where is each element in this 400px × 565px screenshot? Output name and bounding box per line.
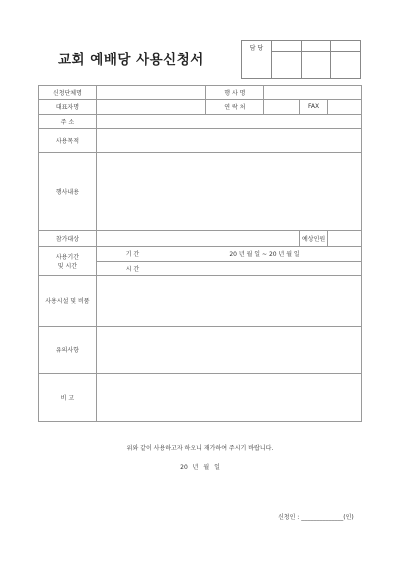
period-label-line2: 및 시간 [57, 263, 78, 271]
expected-count-field[interactable] [328, 231, 362, 247]
participants-field[interactable] [96, 231, 299, 247]
application-form-table [38, 85, 362, 422]
seal-mark: (인) [343, 514, 354, 521]
address-field[interactable] [96, 114, 361, 128]
remarks-field[interactable] [96, 373, 361, 421]
notes-label: 유의사항 [39, 326, 97, 373]
time-field[interactable] [168, 261, 361, 275]
approval-sign-cell[interactable] [271, 52, 301, 79]
applicant-group-label: 신청단체명 [39, 86, 97, 100]
time-sublabel: 시 간 [96, 261, 168, 275]
facilities-label: 사용시설 및 비품 [39, 275, 97, 326]
date-text: 20 년 월 일 [180, 464, 220, 471]
signer-label: 신청인 : [278, 514, 300, 521]
address-label: 주 소 [39, 114, 97, 128]
facilities-field[interactable] [96, 275, 361, 326]
request-text: 위와 같이 사용하고자 하오니 재가하여 주시기 바랍니다. [126, 445, 274, 452]
event-content-field[interactable] [96, 153, 361, 231]
approval-label: 담 당 [242, 41, 272, 79]
approval-cell [301, 41, 331, 52]
representative-field[interactable] [96, 100, 206, 114]
approval-box [241, 40, 361, 79]
representative-label: 대표자명 [39, 100, 97, 114]
purpose-field[interactable] [96, 128, 361, 153]
expected-count-label: 예상인원 [300, 231, 328, 247]
event-name-label: 행 사 명 [206, 86, 264, 100]
event-content-label: 행사내용 [39, 153, 97, 231]
signer-line[interactable]: ______________ [301, 514, 344, 521]
period-label [39, 247, 97, 276]
period-value[interactable]: 20 년 월 일 ~ 20 년 월 일 [168, 247, 361, 261]
participants-label: 참가대상 [39, 231, 97, 247]
form-title: 교회 예배당 사용신청서 [58, 52, 204, 68]
fax-label: FAX [300, 100, 328, 114]
purpose-label: 사용목적 [39, 128, 97, 153]
contact-field[interactable] [264, 100, 300, 114]
period-sublabel: 기 간 [96, 247, 168, 261]
approval-cell [271, 41, 301, 52]
approval-cell [331, 41, 361, 52]
fax-field[interactable] [328, 100, 362, 114]
period-label-line1: 사용기간 [55, 254, 79, 262]
approval-sign-cell[interactable] [301, 52, 331, 79]
notes-field[interactable] [96, 326, 361, 373]
approval-sign-cell[interactable] [331, 52, 361, 79]
event-name-field[interactable] [264, 86, 362, 100]
signer-block [278, 512, 354, 521]
contact-label: 연 락 처 [206, 100, 264, 114]
remarks-label: 비 고 [39, 373, 97, 421]
applicant-group-field[interactable] [96, 86, 206, 100]
